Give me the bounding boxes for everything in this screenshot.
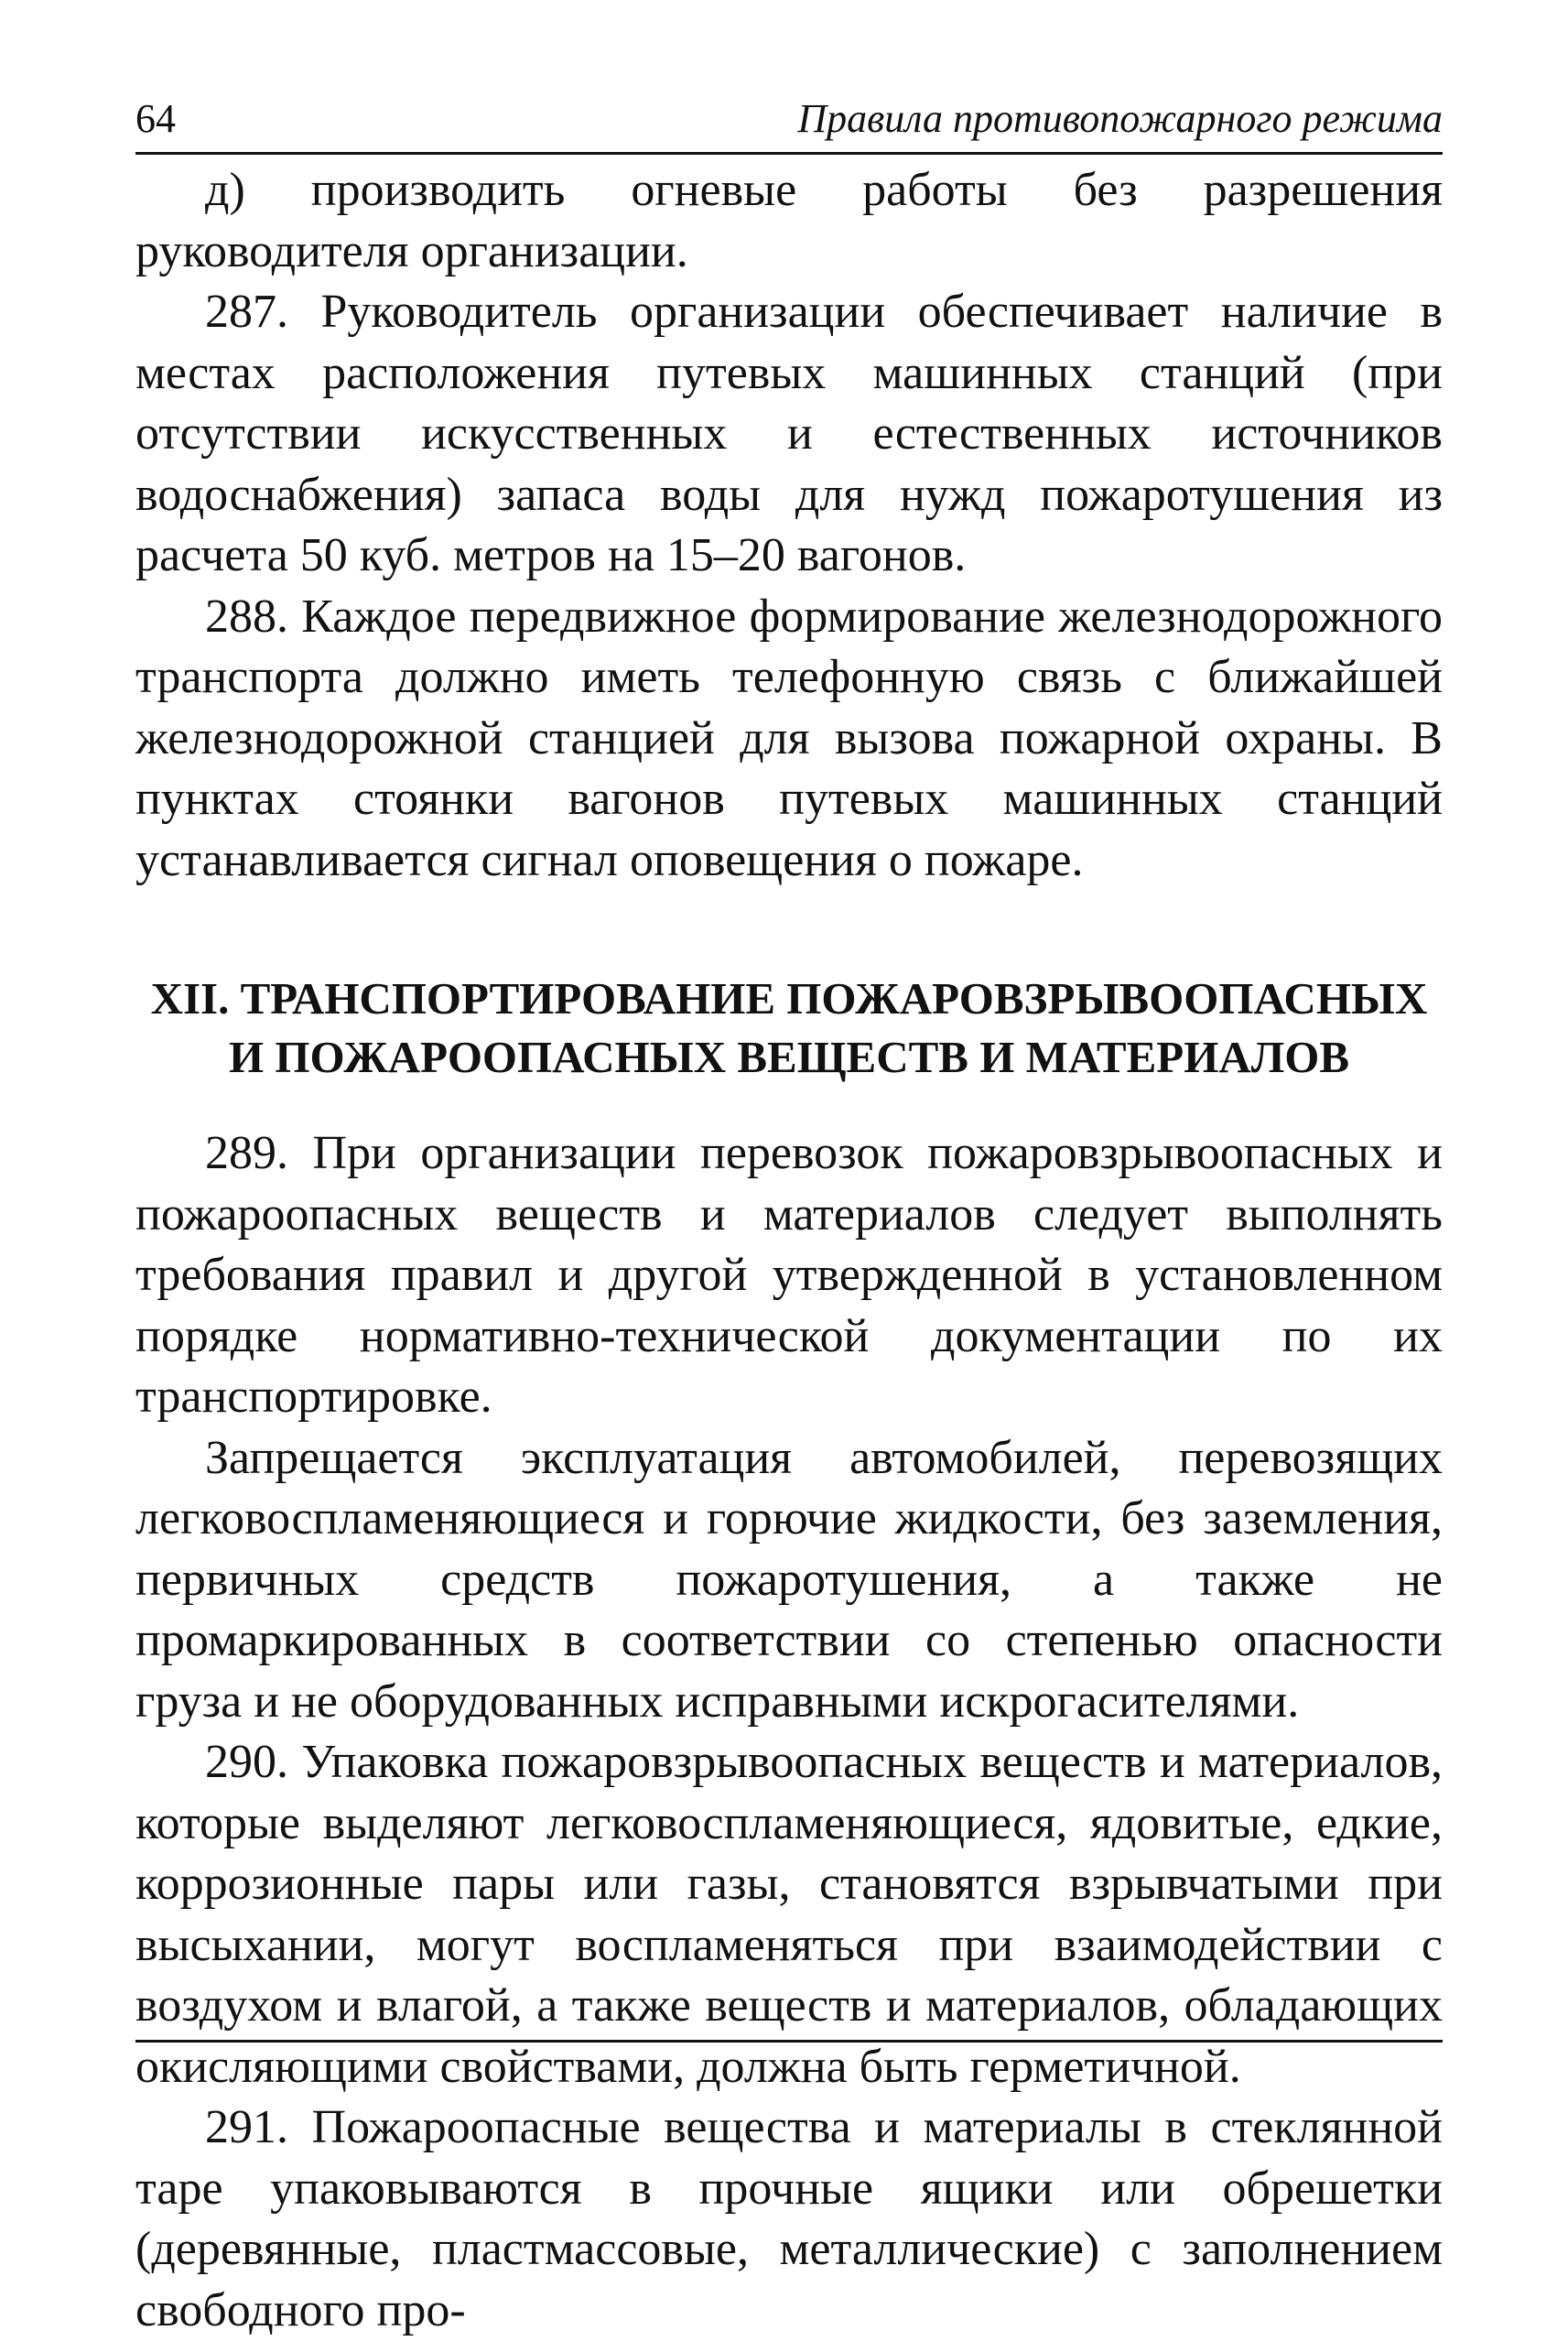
section-heading <box>135 970 1443 1087</box>
paragraph-prohibition: Запрещается эксплуатация автомобилей, перевозящих легковоспламеняющиеся и горючие жидкости, без заземления, первичных средств пожаротушения, а также не промаркированных в соответствии со степенью опасности груза и не оборудованных исправными искрогасителями. <box>135 1431 1443 1728</box>
bottom-rule <box>135 2040 1443 2043</box>
paragraph-290: 290. Упаковка пожаровзрывоопасных веществ и материалов, которые выделяют легковоспламеняющиеся, ядовитые, едкие, коррозионные пары или газы, становятся взрывчатыми при высыхании, могут воспламеняться при взаимодействии с воздухом и влагой, а также веществ и материалов, обладающих окисляющими свойствами, должна быть герметичной. <box>135 1736 1443 2093</box>
paragraph-288: 288. Каждое передвижное формирование железнодорожного транспорта должно иметь телефонную связь с ближайшей железнодорожной станцией для вызова пожарной охраны. В пунктах стоянки вагонов путевых машинных станций устанавливается сигнал оповещения о пожаре. <box>135 590 1443 886</box>
section-heading-line-1: XII. ТРАНСПОРТИРОВАНИЕ ПОЖАРОВЗРЫВООПАСНЫХ <box>150 973 1428 1024</box>
paragraph-item-d: д) производить огневые работы без разрешения руководителя организации. <box>135 164 1443 277</box>
body-text <box>135 160 1443 2341</box>
book-page <box>135 92 1443 2341</box>
section-heading-line-2: И ПОЖАРООПАСНЫХ ВЕЩЕСТВ И МАТЕРИАЛОВ <box>228 1032 1350 1082</box>
paragraph-291: 291. Пожароопасные вещества и материалы в стеклянной таре упаковываются в прочные ящики или обрешетки (деревянные, пластмассовые, металлические) с заполнением свободного про- <box>135 2101 1443 2336</box>
paragraph-287: 287. Руководитель организации обеспечивает наличие в местах расположения путевых машинных станций (при отсутствии искусственных и естественных источников водоснабжения) запаса воды для нужд пожаротушения из расчета 50 куб. метров на 15–20 вагонов. <box>135 286 1443 581</box>
page-number: 64 <box>135 96 176 141</box>
paragraph-289: 289. При организации перевозок пожаровзрывоопасных и пожароопасных веществ и материалов следует выполнять требования правил и другой утвержденной в установленном порядке нормативно-технической документации по их транспортировке. <box>135 1127 1443 1423</box>
running-title: Правила противопожарного режима <box>797 96 1443 141</box>
running-header <box>135 92 1443 155</box>
